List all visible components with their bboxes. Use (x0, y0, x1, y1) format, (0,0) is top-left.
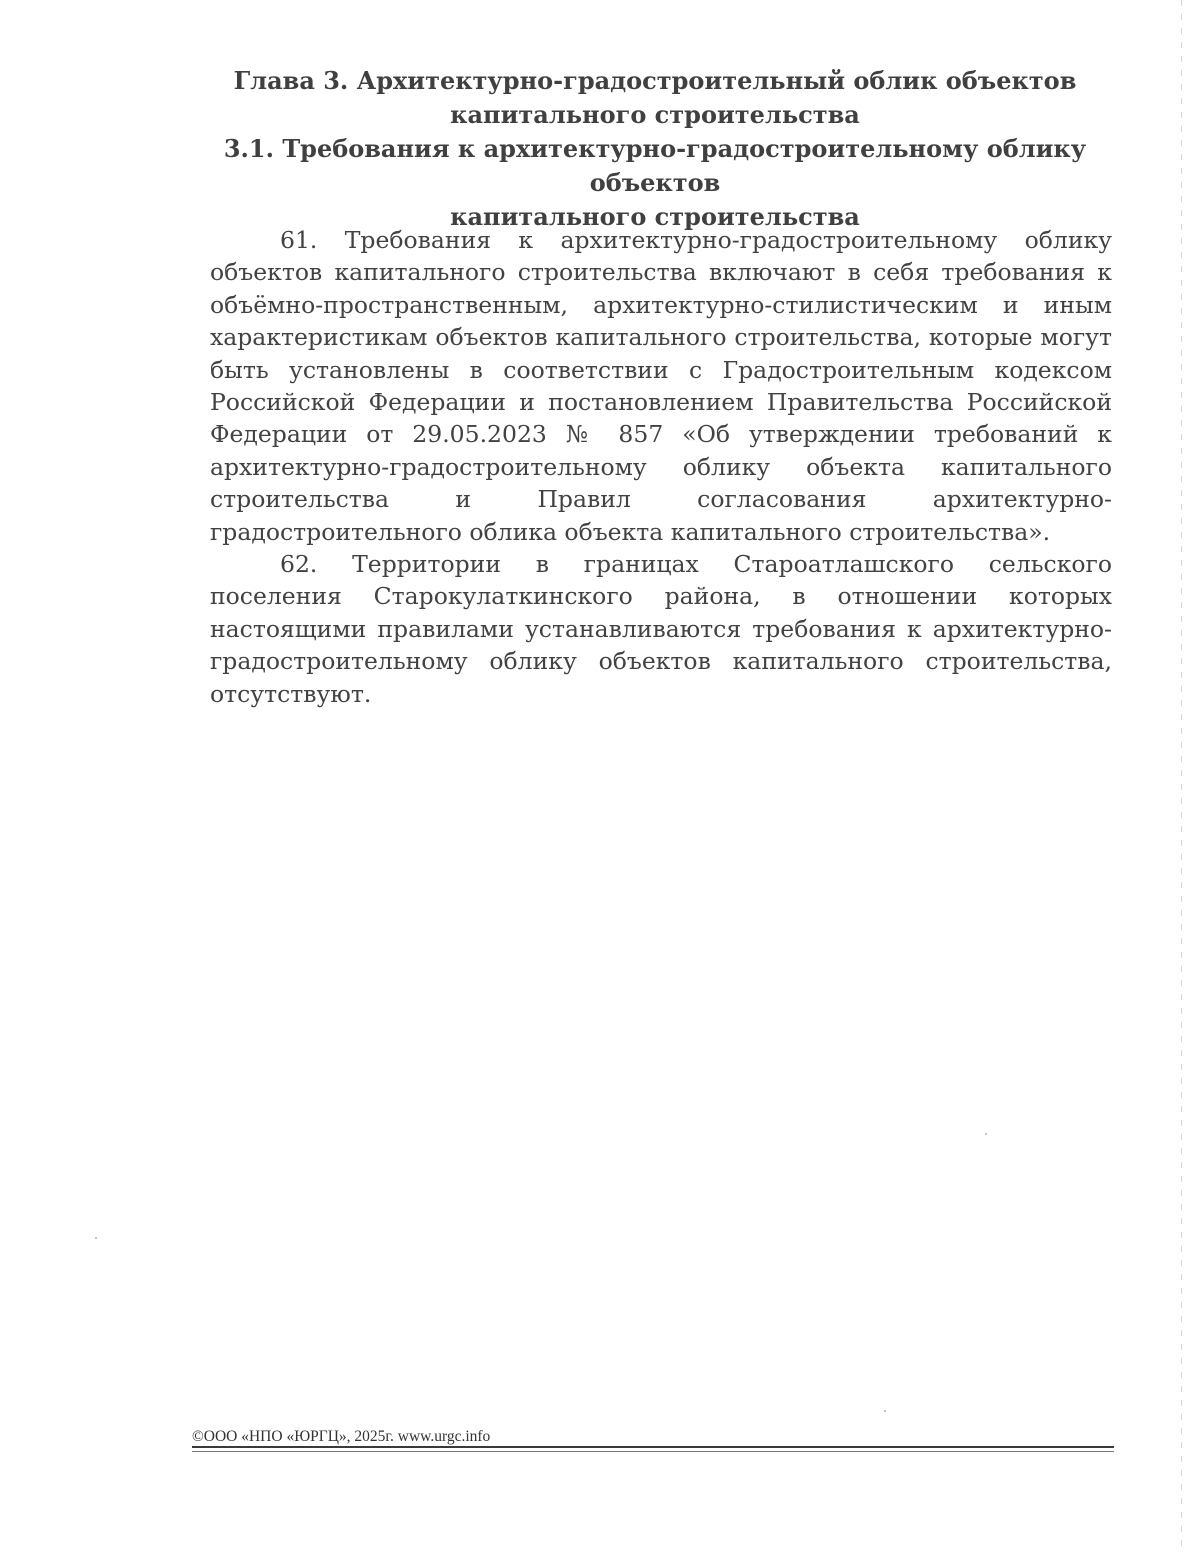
chapter-title-line-1: Глава 3. Архитектурно-градостроительный облик объектов (233, 66, 1077, 95)
scan-speck (884, 1410, 886, 1412)
chapter-title-line-2: капитального строительства (450, 100, 860, 129)
body-text (210, 224, 1112, 710)
scan-speck (95, 1237, 97, 1239)
paragraph-62: 62. Территории в границах Староатлашского сельского поселения Старокулаткинского района, в отношении которых настоящими правилами устанавливаются требования к архитектурно-градостроительному облику объектов капитального строительства, отсутствуют. (210, 550, 1112, 708)
footer-rule (192, 1446, 1114, 1452)
section-title-line-1: 3.1. Требования к архитектурно-градостроительному облику объектов (223, 134, 1087, 197)
scan-speck (985, 1133, 987, 1135)
scan-edge-line (1181, 0, 1182, 1553)
headings-block (205, 64, 1105, 234)
footer-copyright: ©ООО «НПО «ЮРГЦ», 2025г. www.urgc.info (192, 1428, 491, 1445)
paragraph-61: 61. Требования к архитектурно-градостроительному облику объектов капитального строительства включают в себя требования к объёмно-пространственным, архитектурно-стилистическим и иным характеристикам объектов капитального строительства, которые могут быть установлены в соответствии с Градостроительным кодексом Российской Федерации и постановлением Правительства Российской Федерации от 29.05.2023 № 857 «Об утверждении требований к архитектурно-градостроительному облику объекта капитального строительства и Правил согласования архитектурно-градостроительного облика объекта капитального строительства». (210, 226, 1112, 546)
section-title-line-2: капитального строительства (450, 202, 860, 231)
